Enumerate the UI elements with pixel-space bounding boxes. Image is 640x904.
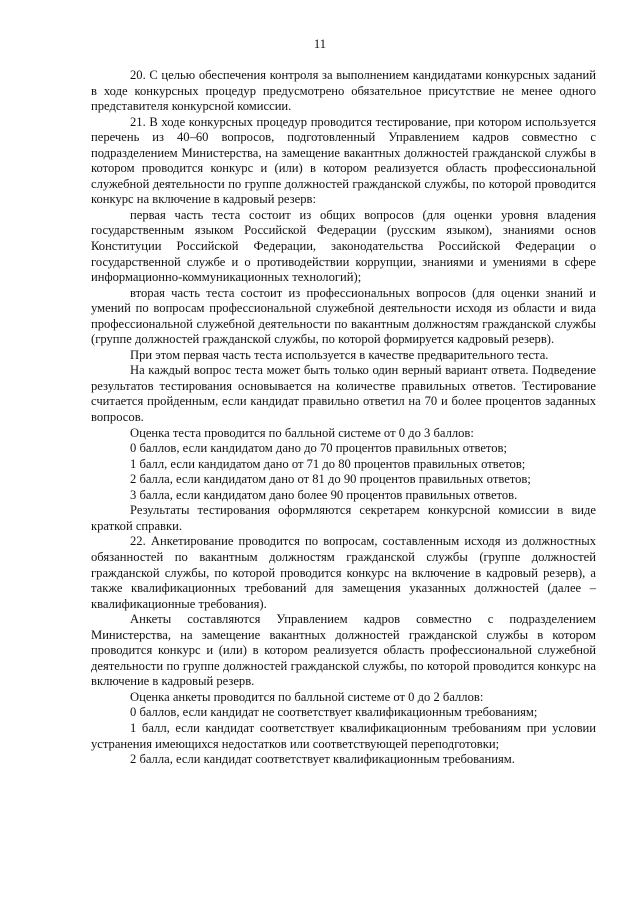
paragraph-preliminary-test: При этом первая часть теста используется в качестве предварительного теста. <box>130 347 549 362</box>
paragraph-questionnaire-scoring: Оценка анкеты проводится по балльной системе от 0 до 2 баллов: <box>130 689 484 704</box>
paragraph-test-scoring: Оценка теста проводится по балльной системе от 0 до 3 баллов: <box>130 425 474 440</box>
document-body <box>91 68 596 768</box>
paragraph-20: 20. С целью обеспечения контроля за выполнением кандидатами конкурсных заданий в ходе конкурсных процедур предусмотрено обязательное присутствие не менее одного представителя конкурсной комиссии. <box>91 68 596 114</box>
list-item-score-3: 3 балла, если кандидатом дано более 90 процентов правильных ответов. <box>130 487 518 502</box>
list-item-questionnaire-score-0: 0 баллов, если кандидат не соответствует квалификационным требованиям; <box>130 705 538 720</box>
paragraph-test-answers: На каждый вопрос теста может быть только один верный вариант ответа. Подведение результатов тестирования основывается на количестве правильных ответов. Тестирование считается пройденным, если кандидат правильно ответил на 70 и более процентов заданных вопросов. <box>91 363 596 425</box>
paragraph-21: 21. В ходе конкурсных процедур проводится тестирование, при котором используется перечень из 40–60 вопросов, подготовленный Управлением кадров совместно с подразделением Министерства, на замещение вакантных должностей гражданской службы в котором проводится конкурс и (или) в котором реализуется область профессиональной служебной деятельности по группе должностей гражданской службы, по которой проводится конкурс на включение в кадровый резерв: <box>91 114 596 207</box>
paragraph-questionnaires: Анкеты составляются Управлением кадров совместно с подразделением Министерства, на замещение вакантных должностей гражданской службы в котором проводится конкурс и (или) в котором реализуется область профессиональной служебной деятельности по группе должностей гражданской службы, по которой проводится конкурс на включение в кадровый резерв. <box>91 612 596 689</box>
list-item-score-2: 2 балла, если кандидатом дано от 81 до 90 процентов правильных ответов; <box>130 472 531 487</box>
list-item-score-1: 1 балл, если кандидатом дано от 71 до 80 процентов правильных ответов; <box>130 456 526 471</box>
list-item-score-0: 0 баллов, если кандидатом дано до 70 процентов правильных ответов; <box>130 441 507 456</box>
paragraph-test-results: Результаты тестирования оформляются секретарем конкурсной комиссии в виде краткой справки. <box>91 503 596 533</box>
paragraph-test-part-one: первая часть теста состоит из общих вопросов (для оценки уровня владения государственным языком Российской Федерации (русским языком), знаниями основ Конституции Российской Федерации, законодательства Российской Федерации о государственной службе и о противодействии коррупции, знаниями и умениями в сфере информационно-коммуникационных технологий); <box>91 207 596 285</box>
list-item-questionnaire-score-1: 1 балл, если кандидат соответствует квалификационным требованиям при условии устранения имеющихся недостатков или соответствующей переподготовки; <box>91 720 596 751</box>
paragraph-test-part-two: вторая часть теста состоит из профессиональных вопросов (для оценки знаний и умений по вопросам профессиональной служебной деятельности исходя из области и вида профессиональной служебной деятельности по вакантным должностям гражданской службы (группе должностей гражданской службы, по которой формируется кадровый резерв). <box>91 285 596 347</box>
list-item-questionnaire-score-2: 2 балла, если кандидат соответствует квалификационным требованиям. <box>130 752 515 767</box>
paragraph-22: 22. Анкетирование проводится по вопросам, составленным исходя из должностных обязанностей по вакантным должностям гражданской службы (группе должностей гражданской службы, по которой проводится конкурс на включение в кадровый резерв), а также квалификационных требований для замещения указанных должностей (далее – квалификационные требования). <box>91 534 596 611</box>
page-number: 11 <box>313 37 327 51</box>
